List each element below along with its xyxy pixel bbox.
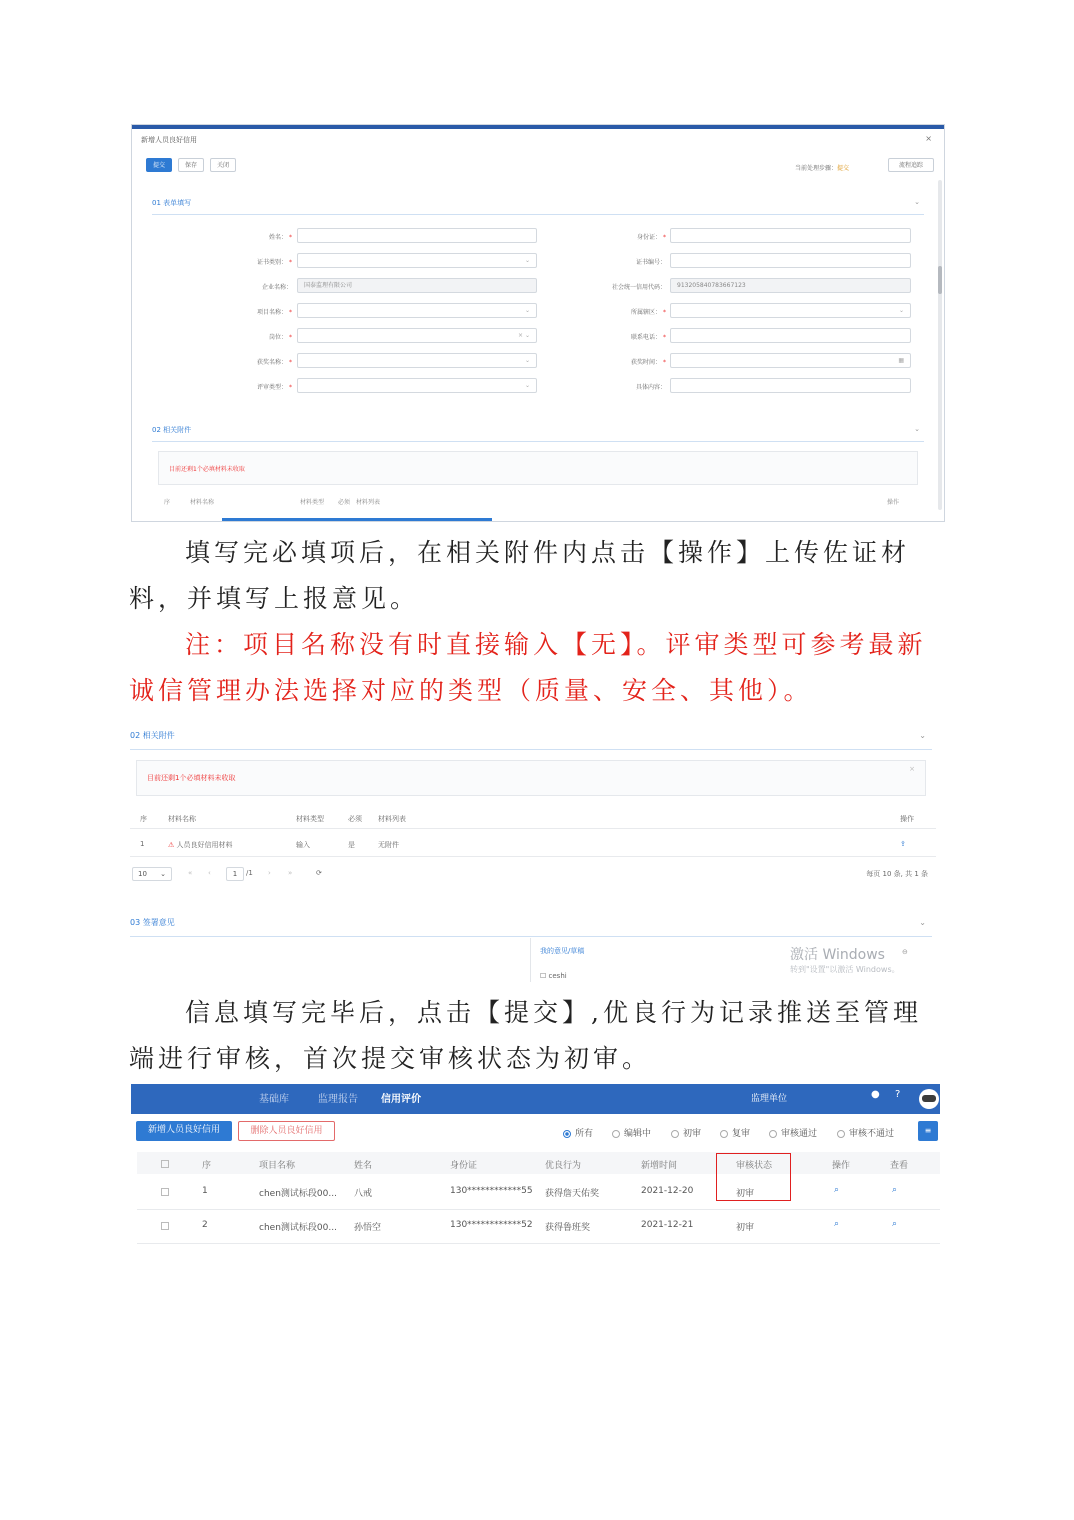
row-mat-type: 输入: [296, 841, 310, 849]
th-status: 审核状态: [736, 1161, 773, 1171]
section-attachments-label: 02 相关附件: [152, 426, 192, 434]
warning-icon: ⚠: [168, 841, 175, 849]
settings-icon: ⊖: [902, 948, 908, 956]
dialog-top-bar: [132, 125, 944, 129]
th-required: 必须: [348, 815, 362, 823]
chevron-down-icon: ⌄: [524, 307, 530, 314]
filter-approved[interactable]: 审核通过: [769, 1126, 817, 1139]
nav-base[interactable]: 基础库: [259, 1094, 289, 1105]
flow-trace-button[interactable]: 流程追踪: [888, 158, 934, 172]
divider: [130, 856, 936, 857]
name-input[interactable]: [297, 228, 537, 243]
review-type-select[interactable]: [297, 378, 537, 393]
nav-report[interactable]: 监理报告: [318, 1094, 358, 1105]
avatar[interactable]: [919, 1089, 939, 1109]
help-icon[interactable]: ?: [895, 1089, 901, 1100]
label-company: 企业名称：: [261, 284, 292, 291]
progress-bar: [222, 518, 492, 521]
cell-date: 2021-12-21: [641, 1220, 694, 1230]
nav-credit[interactable]: 信用评价: [381, 1094, 421, 1105]
page-info: 每页 10 条, 共 1 条: [866, 870, 928, 878]
chevron-down-icon: ⌄: [919, 731, 926, 740]
th-mat-name: 材料名称: [190, 499, 215, 506]
chevron-down-icon: ⌄: [919, 918, 926, 927]
instruction-paragraph-2: 信息填写完毕后，点击【提交】,优良行为记录推送至管理端进行审核，首次提交审核状态为初审。: [129, 998, 922, 1073]
cell-id: 130************52: [450, 1220, 533, 1230]
cert-no-input[interactable]: [670, 253, 911, 268]
th-date: 新增时间: [641, 1161, 678, 1171]
bell-icon[interactable]: ●: [871, 1089, 880, 1100]
activation-watermark: 激活 Windows: [790, 947, 885, 963]
alert-text: 目前还剩1个必填材料未收取: [147, 774, 236, 782]
step-indicator: [795, 163, 849, 172]
th-seq: 序: [164, 499, 171, 506]
divider: [130, 828, 936, 829]
table-header: [137, 1152, 940, 1174]
step-value: 提交: [836, 165, 849, 172]
scrollbar-thumb[interactable]: [938, 266, 942, 294]
cell-seq: 2: [202, 1220, 208, 1230]
section-attachments[interactable]: [152, 425, 924, 442]
th-mat-name: 材料名称: [168, 815, 196, 823]
th-mat-list: 材料列表: [378, 815, 406, 823]
filter-second-review[interactable]: 复审: [720, 1126, 750, 1139]
cell-project: chen测试标段00...: [259, 1189, 337, 1199]
chevron-down-icon: ⌄: [160, 870, 166, 878]
row-required: 是: [348, 841, 355, 849]
row-seq: 1: [140, 840, 145, 848]
note-paragraph: 注：项目名称没有时直接输入【无】。评审类型可参考最新诚信管理办法选择对应的类型（质量、安全、其他）。: [129, 630, 927, 705]
label-award-time: 获奖时间： *: [630, 359, 666, 366]
label-award: 获奖名称： *: [256, 359, 292, 366]
project-select[interactable]: [297, 303, 537, 318]
row-checkbox[interactable]: [161, 1222, 169, 1230]
divider: [137, 1243, 940, 1244]
close-icon[interactable]: ×: [925, 134, 932, 143]
th-mat-type: 材料类型: [296, 815, 324, 823]
section-form[interactable]: [152, 198, 924, 215]
page-total: /1: [246, 869, 253, 877]
id-card-input[interactable]: [670, 228, 911, 243]
close-button[interactable]: 关闭: [210, 158, 236, 172]
chevron-down-icon: ⌄: [914, 198, 920, 206]
view-search-icon[interactable]: ⌕: [892, 1219, 898, 1229]
label-region: 所属辖区： *: [630, 309, 666, 316]
label-position: 岗位： *: [268, 334, 292, 341]
th-op: 操作: [832, 1161, 851, 1171]
th-name: 姓名: [354, 1161, 373, 1171]
cell-id: 130************55: [450, 1186, 533, 1196]
filter-rejected[interactable]: 审核不通过: [837, 1126, 894, 1139]
alert-box: [158, 451, 918, 485]
calendar-icon: ▦: [898, 357, 904, 364]
label-name: 姓名： *: [268, 234, 292, 241]
row-mat-list: 无附件: [378, 841, 399, 849]
unit-label: 监理单位: [751, 1094, 788, 1104]
credit-code-input: 913205840783667123: [670, 278, 911, 293]
alert-text: 目前还剩1个必填材料未收取: [169, 466, 245, 473]
alert-box: [136, 760, 926, 796]
label-cert-type: 证书类别： *: [256, 259, 292, 266]
cell-project: chen测试标段00...: [259, 1223, 337, 1233]
activation-watermark-sub: 转到"设置"以激活 Windows。: [790, 965, 900, 974]
prev-page-icon[interactable]: ‹: [208, 869, 211, 877]
award-select[interactable]: [297, 353, 537, 368]
last-page-icon[interactable]: »: [288, 869, 293, 877]
th-seq: 序: [140, 815, 147, 823]
th-behavior: 优良行为: [545, 1161, 582, 1171]
operate-search-icon[interactable]: ⌕: [834, 1185, 840, 1195]
chevron-down-icon: ⌄: [524, 257, 530, 264]
th-id: 身份证: [450, 1161, 478, 1171]
award-time-input[interactable]: [670, 353, 911, 368]
th-op: 操作: [900, 815, 914, 823]
top-navbar: [131, 1084, 940, 1114]
filter-editing[interactable]: 编辑中: [612, 1126, 651, 1139]
cell-status: 初审: [736, 1189, 755, 1199]
label-review-type: 评审类型： *: [256, 384, 292, 391]
row-mat-name: ⚠ 人员良好信用材料: [168, 841, 233, 849]
search-toggle-icon[interactable]: ≡: [918, 1121, 938, 1141]
checkbox-icon: ☐: [540, 972, 547, 980]
view-search-icon[interactable]: ⌕: [892, 1185, 898, 1195]
company-input: 国泰监理有限公司: [297, 278, 537, 293]
scrollbar[interactable]: [938, 180, 942, 510]
operate-search-icon[interactable]: ⌕: [834, 1219, 840, 1229]
save-button[interactable]: 保存: [178, 158, 204, 172]
position-select[interactable]: [297, 328, 537, 343]
submit-button[interactable]: 提交: [146, 158, 172, 172]
delete-good-credit-button[interactable]: 删除人员良好信用: [238, 1121, 335, 1141]
th-project: 项目名称: [259, 1161, 296, 1171]
label-id-card: 身份证： *: [636, 234, 666, 241]
attachments-screenshot: [130, 724, 936, 982]
opinion-item[interactable]: ☐ ceshi: [540, 972, 567, 980]
select-all-checkbox[interactable]: [161, 1160, 169, 1168]
cell-behavior: 获得鲁班奖: [545, 1223, 591, 1233]
clear-chevron-icon: × ⌄: [518, 332, 530, 339]
list-screenshot: [131, 1084, 940, 1246]
section-attachments-label: 02 相关附件: [130, 731, 175, 740]
content-input[interactable]: [670, 378, 911, 393]
dialog-title: 新增人员良好信用: [141, 136, 197, 144]
phone-input[interactable]: [670, 328, 911, 343]
page-size-select[interactable]: 10 ⌄: [132, 867, 172, 881]
th-required: 必须: [338, 499, 351, 506]
label-cert-no: 证书编号：: [635, 259, 666, 266]
page-current-input[interactable]: 1: [226, 867, 244, 881]
th-seq: 序: [202, 1161, 212, 1171]
first-page-icon[interactable]: «: [188, 869, 193, 877]
filter-all[interactable]: 所有: [563, 1126, 593, 1139]
section-form-label: 01 表单填写: [152, 199, 192, 207]
refresh-icon[interactable]: ⟳: [316, 869, 322, 877]
status-highlight-box: [716, 1153, 791, 1201]
cell-status: 初审: [736, 1223, 755, 1233]
upload-icon[interactable]: ⇪: [900, 840, 906, 848]
filter-first-review[interactable]: 初审: [671, 1126, 701, 1139]
divider: [137, 1209, 940, 1210]
label-credit-code: 社会统一信用代码：: [611, 284, 666, 291]
section-opinion[interactable]: [130, 917, 932, 937]
opinion-tab[interactable]: 我的意见/草稿: [540, 947, 585, 955]
close-icon[interactable]: ×: [909, 765, 915, 773]
chevron-down-icon: ⌄: [524, 357, 530, 364]
avatar-face: [922, 1095, 936, 1102]
th-view: 查看: [890, 1161, 909, 1171]
row-checkbox[interactable]: [161, 1188, 169, 1196]
th-op: 操作: [887, 499, 900, 506]
section-opinion-label: 03 签署意见: [130, 918, 175, 927]
step-label: 当前处理步骤：: [794, 165, 837, 172]
chevron-down-icon: ⌄: [914, 425, 920, 433]
cell-behavior: 获得詹天佑奖: [545, 1189, 600, 1199]
cell-date: 2021-12-20: [641, 1186, 694, 1196]
divider: [530, 938, 531, 982]
chevron-down-icon: ⌄: [524, 382, 530, 389]
cert-type-select[interactable]: [297, 253, 537, 268]
section-attachments[interactable]: [130, 730, 932, 750]
label-phone: 联系电话： *: [630, 334, 666, 341]
instruction-paragraph-1: 填写完必填项后，在相关附件内点击【操作】上传佐证材料，并填写上报意见。: [129, 538, 911, 613]
add-good-credit-button[interactable]: 新增人员良好信用: [136, 1121, 232, 1141]
th-mat-list: 材料列表: [356, 499, 381, 506]
next-page-icon[interactable]: ›: [268, 869, 271, 877]
label-content: 具体内容：: [635, 384, 666, 391]
region-select[interactable]: [670, 303, 911, 318]
chevron-down-icon: ⌄: [898, 307, 904, 314]
cell-name: 八戒: [354, 1189, 373, 1199]
cell-name: 孙悟空: [354, 1223, 382, 1233]
dialog-screenshot: [131, 124, 945, 522]
label-project: 项目名称： *: [256, 309, 292, 316]
th-mat-type: 材料类型: [300, 499, 325, 506]
cell-seq: 1: [202, 1186, 208, 1196]
